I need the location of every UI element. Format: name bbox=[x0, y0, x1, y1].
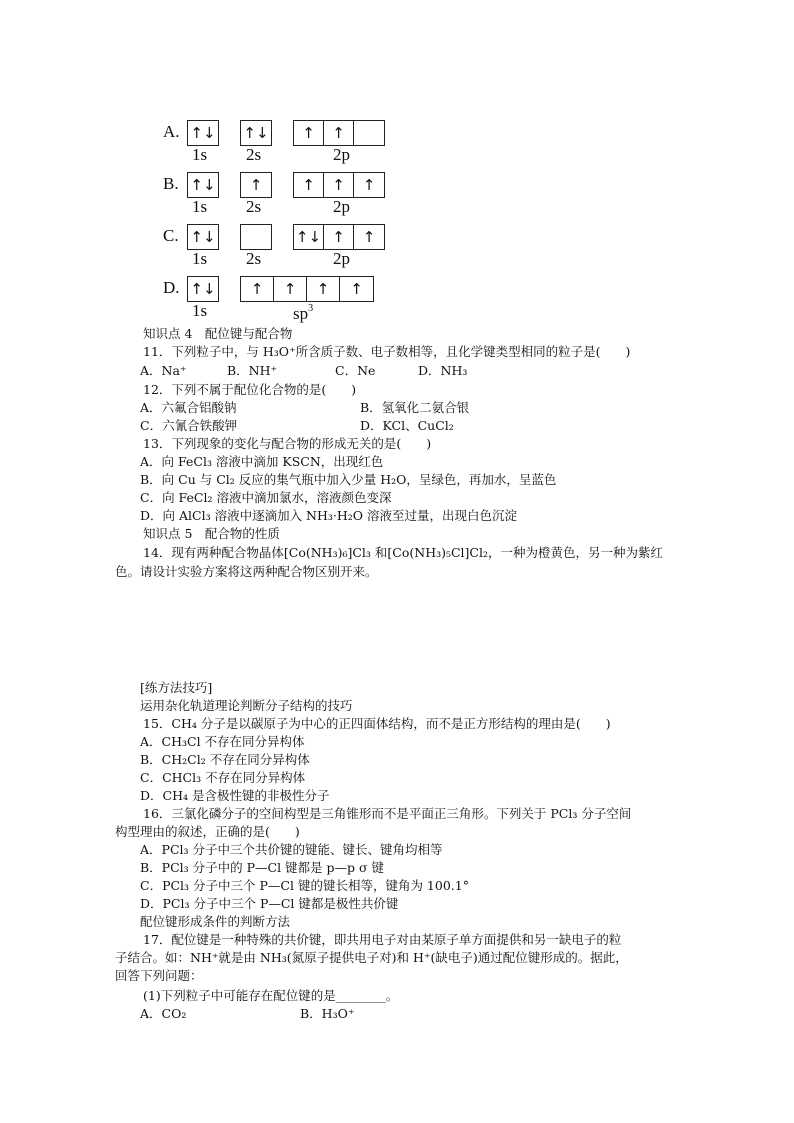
orbital-diagram-c bbox=[163, 224, 403, 278]
subheading-coordinate-bond: 配位键形成条件的判断方法 bbox=[140, 914, 291, 929]
orbital-1s bbox=[187, 224, 219, 250]
orbital-2p bbox=[293, 172, 385, 198]
orbital-2s bbox=[240, 120, 272, 146]
option-d: D．KCl、CuCl₂ bbox=[360, 418, 454, 433]
orbital-label-superscript: 3 bbox=[308, 303, 314, 314]
orbital-label: 2p bbox=[333, 249, 350, 268]
question-14-line2: 色。请设计实验方案将这两种配合物区别开来。 bbox=[115, 564, 378, 579]
option-b: B．NH⁺ bbox=[227, 363, 278, 378]
orbital-label bbox=[293, 303, 313, 324]
option-letter: C. bbox=[163, 226, 179, 245]
option-a: A．CO₂ bbox=[140, 1006, 187, 1021]
option-c: C．Ne bbox=[335, 363, 376, 378]
orbital-box: ↑↓ bbox=[190, 228, 216, 246]
orbital-diagram-d bbox=[163, 276, 403, 330]
option-letter: B. bbox=[163, 174, 179, 193]
orbital-2s bbox=[240, 172, 272, 198]
section-heading-k5: 知识点 5 配合物的性质 bbox=[143, 526, 280, 541]
question-14-line1: 14．现有两种配合物晶体[Co(NH₃)₆]Cl₃ 和[Co(NH₃)₅Cl]Cl₂，一种为橙黄色，另一种为紫红 bbox=[143, 545, 664, 560]
orbital-diagram-b bbox=[163, 172, 403, 226]
question-12: 12．下列不属于配位化合物的是( ) bbox=[143, 382, 357, 397]
question-17-line1: 17．配位键是一种特殊的共价键，即共用电子对由某原子单方面提供和另一缺电子的粒 bbox=[143, 932, 622, 947]
option-d: D．NH₃ bbox=[418, 363, 468, 378]
option-b: B．H₃O⁺ bbox=[300, 1006, 355, 1021]
orbital-label-base: sp bbox=[293, 304, 309, 323]
question-17-part1: (1)下列粒子中可能存在配位键的是________。 bbox=[143, 988, 399, 1003]
option-letter: D. bbox=[163, 278, 180, 297]
section-heading-k4: 知识点 4 配位键与配合物 bbox=[143, 326, 293, 341]
orbital-box: ↑ bbox=[307, 277, 340, 301]
orbital-label: 1s bbox=[192, 301, 208, 320]
orbital-2p bbox=[293, 224, 385, 250]
orbital-label: 2s bbox=[246, 197, 262, 216]
question-16-option-d: D．PCl₃ 分子中三个 P—Cl 键都是极性共价键 bbox=[140, 896, 399, 911]
option-letter: A. bbox=[163, 122, 180, 141]
question-16-line1: 16．三氯化磷分子的空间构型是三角锥形而不是平面正三角形。下列关于 PCl₃ 分子空间 bbox=[143, 806, 632, 821]
orbital-box: ↑ bbox=[324, 173, 354, 197]
orbital-label: 2s bbox=[246, 145, 262, 164]
orbital-label: 1s bbox=[192, 145, 208, 164]
orbital-box: ↑ bbox=[362, 228, 376, 246]
orbital-sp3 bbox=[240, 276, 374, 302]
orbital-label: 2p bbox=[333, 197, 350, 216]
orbital-box bbox=[354, 121, 384, 145]
option-a: A．六氟合铝酸钠 bbox=[140, 400, 237, 415]
orbital-label: 1s bbox=[192, 197, 208, 216]
question-11: 11．下列粒子中，与 H₃O⁺所含质子数、电子数相等，且化学键类型相同的粒子是( ) bbox=[143, 344, 631, 359]
question-13-option-c: C．向 FeCl₂ 溶液中滴加氯水，溶液颜色变深 bbox=[140, 490, 392, 505]
question-13-option-a: A．向 FeCl₃ 溶液中滴加 KSCN，出现红色 bbox=[140, 454, 384, 469]
section-heading-skills: [练方法技巧] bbox=[140, 680, 213, 695]
question-16-option-a: A．PCl₃ 分子中三个共价键的键能、键长、键角均相等 bbox=[140, 842, 443, 857]
question-16-line2: 构型理由的叙述，正确的是( ) bbox=[115, 824, 300, 839]
orbital-box: ↑ bbox=[294, 173, 324, 197]
orbital-box: ↑↓ bbox=[190, 176, 216, 194]
orbital-box: ↑ bbox=[324, 121, 354, 145]
question-16-option-c: C．PCl₃ 分子中三个 P—Cl 键的键长相等，键角为 100.1° bbox=[140, 878, 469, 893]
orbital-diagram-a bbox=[163, 120, 403, 174]
orbital-1s bbox=[187, 276, 219, 302]
question-15-option-c: C．CHCl₃ 不存在同分异构体 bbox=[140, 770, 306, 785]
question-15-option-d: D．CH₄ 是含极性键的非极性分子 bbox=[140, 788, 330, 803]
orbital-1s bbox=[187, 120, 219, 146]
orbital-box: ↑ bbox=[249, 176, 263, 194]
orbital-2p bbox=[293, 120, 385, 146]
orbital-box: ↑↓ bbox=[190, 124, 216, 142]
question-16-option-b: B．PCl₃ 分子中的 P—Cl 键都是 p—p σ 键 bbox=[140, 860, 385, 875]
orbital-box: ↑ bbox=[274, 277, 307, 301]
orbital-label: 2p bbox=[333, 145, 350, 164]
question-17-line3: 回答下列问题： bbox=[115, 968, 203, 983]
option-a: A．Na⁺ bbox=[140, 363, 187, 378]
orbital-box: ↑↓ bbox=[190, 280, 216, 298]
question-17-line2: 子结合。如：NH⁺就是由 NH₃(氮原子提供电子对)和 H⁺(缺电子)通过配位键形成的。据此， bbox=[115, 950, 628, 965]
orbital-box: ↑ bbox=[324, 225, 354, 249]
orbital-2s bbox=[240, 224, 272, 250]
orbital-box: ↑ bbox=[362, 176, 376, 194]
orbital-box: ↑↓ bbox=[294, 225, 324, 249]
question-15-option-b: B．CH₂Cl₂ 不存在同分异构体 bbox=[140, 752, 310, 767]
subheading-hybrid: 运用杂化轨道理论判断分子结构的技巧 bbox=[140, 698, 353, 713]
question-13-option-b: B．向 Cu 与 Cl₂ 反应的集气瓶中加入少量 H₂O，呈绿色，再加水，呈蓝色 bbox=[140, 472, 557, 487]
orbital-box: ↑↓ bbox=[243, 124, 269, 142]
orbital-box: ↑ bbox=[241, 277, 274, 301]
orbital-box: ↑ bbox=[350, 280, 363, 298]
orbital-label: 1s bbox=[192, 249, 208, 268]
orbital-1s bbox=[187, 172, 219, 198]
question-13: 13．下列现象的变化与配合物的形成无关的是( ) bbox=[143, 436, 432, 451]
orbital-box bbox=[241, 225, 271, 249]
orbital-label: 2s bbox=[246, 249, 262, 268]
question-15: 15．CH₄ 分子是以碳原子为中心的正四面体结构，而不是正方形结构的理由是( ) bbox=[143, 716, 611, 731]
option-b: B．氢氧化二氨合银 bbox=[360, 400, 470, 415]
option-c: C．六氰合铁酸钾 bbox=[140, 418, 238, 433]
question-13-option-d: D．向 AlCl₃ 溶液中逐滴加入 NH₃·H₂O 溶液至过量，出现白色沉淀 bbox=[140, 508, 517, 523]
question-15-option-a: A．CH₃Cl 不存在同分异构体 bbox=[140, 734, 305, 749]
orbital-box: ↑ bbox=[294, 121, 324, 145]
